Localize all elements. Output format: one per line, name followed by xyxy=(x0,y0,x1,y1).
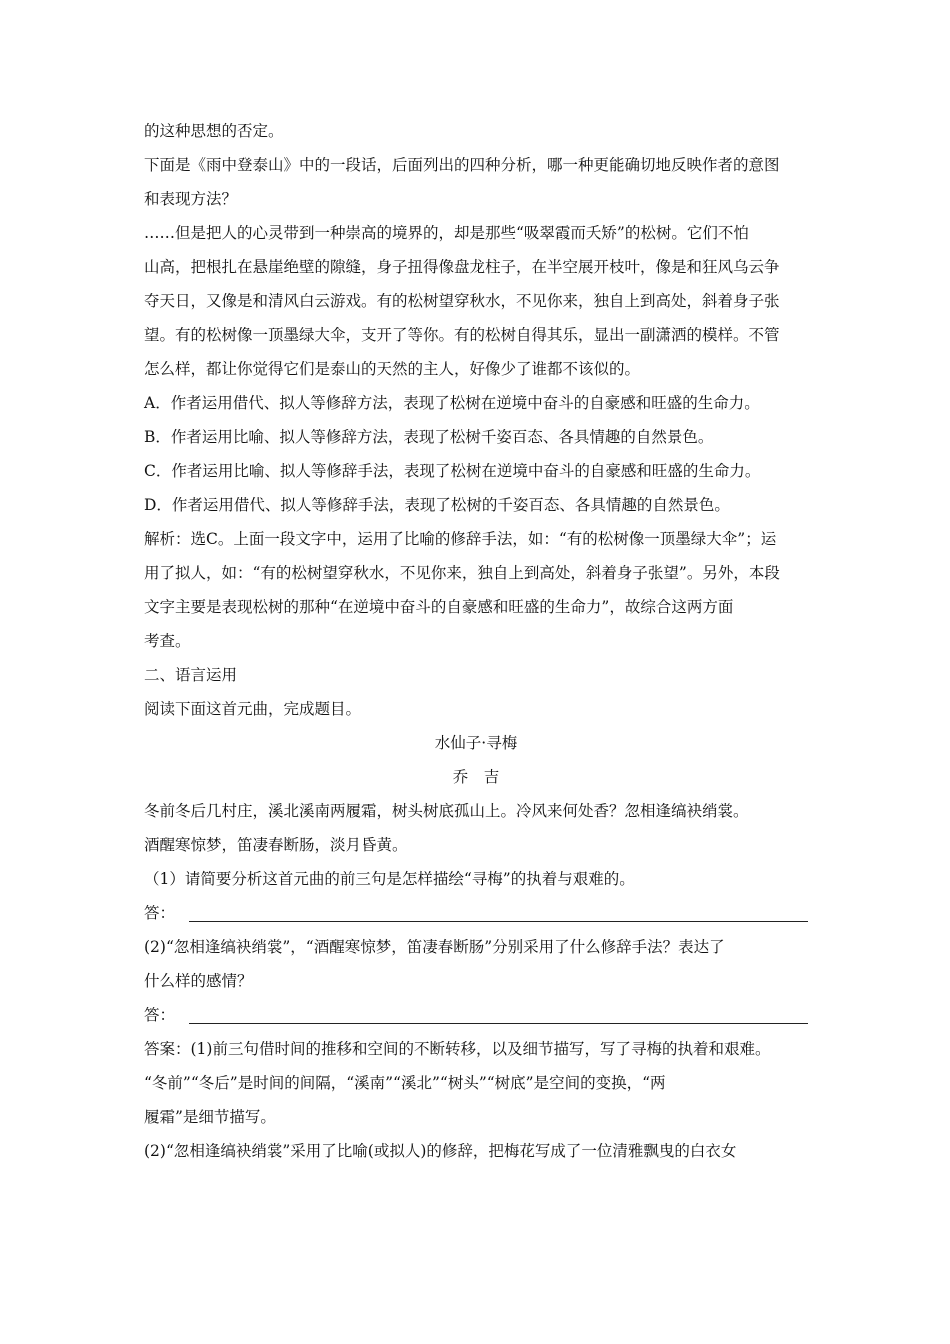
poem-title: 水仙子·寻梅 xyxy=(434,734,518,752)
question-2-cont: 什么样的感情？ xyxy=(144,972,253,990)
analysis-line: 考查。 xyxy=(144,632,191,650)
analysis-line: 用了拟人，如：“有的松树望穿秋水，不见你来，独自上到高处，斜着身子张望”。另外，本段 xyxy=(144,564,780,582)
option-a: A．作者运用借代、拟人等修辞方法，表现了松树在逆境中奋斗的自豪感和旺盛的生命力。 xyxy=(144,394,760,412)
poem-author: 乔 吉 xyxy=(452,768,500,786)
instruction: 阅读下面这首元曲，完成题目。 xyxy=(144,700,362,718)
question-1: （1）请简要分析这首元曲的前三句是怎样描绘“寻梅”的执着与艰难的。 xyxy=(144,870,635,888)
analysis-line: 解析：选C。上面一段文字中，运用了比喻的修辞手法，如：“有的松树像一顶墨绿大伞”；运 xyxy=(144,530,777,548)
passage-line: ……但是把人的心灵带到一种崇高的境界的，却是那些“吸翠霞而夭矫”的松树。它们不怕 xyxy=(144,224,749,242)
option-c: C．作者运用比喻、拟人等修辞手法，表现了松树在逆境中奋斗的自豪感和旺盛的生命力。 xyxy=(144,462,761,480)
passage-line: 山高，把根扎在悬崖绝壁的隙缝，身子扭得像盘龙柱子，在半空展开枝叶，像是和狂风乌云争 xyxy=(144,258,780,276)
answer-key-line: “冬前”“冬后”是时间的间隔，“溪南”“溪北”“树头”“树底”是空间的变换，“两 xyxy=(144,1074,666,1092)
analysis-line: 文字主要是表现松树的那种“在逆境中奋斗的自豪感和旺盛的生命力”，故综合这两方面 xyxy=(144,598,734,616)
answer-underline xyxy=(189,921,808,922)
answer-key-line: 履霜”是细节描写。 xyxy=(144,1108,276,1126)
passage-line: 怎么样，都让你觉得它们是泰山的天然的主人，好像少了谁都不该似的。 xyxy=(144,360,641,378)
option-d: D．作者运用借代、拟人等修辞手法，表现了松树的千姿百态、各具情趣的自然景色。 xyxy=(144,496,730,514)
option-b: B．作者运用比喻、拟人等修辞方法，表现了松树千姿百态、各具情趣的自然景色。 xyxy=(144,428,714,446)
passage-line: 望。有的松树像一顶墨绿大伞，支开了等你。有的松树自得其乐，显出一副潇洒的模样。不管 xyxy=(144,326,780,344)
poem-line: 冬前冬后几村庄，溪北溪南两履霜，树头树底孤山上。冷风来何处香？忽相逢缟袂绡裳。 xyxy=(144,802,749,820)
document-page xyxy=(144,114,808,1168)
question-intro: 下面是《雨中登泰山》中的一段话，后面列出的四种分析，哪一种更能确切地反映作者的意图 xyxy=(144,156,780,174)
question-2: (2)“忽相逢缟袂绡裳”，“酒醒寒惊梦，笛凄春断肠”分别采用了什么修辞手法？表达了 xyxy=(144,938,725,956)
answer-underline xyxy=(189,1023,808,1024)
section-heading: 二、语言运用 xyxy=(144,666,238,684)
answer-label: 答： xyxy=(144,1006,176,1024)
poem-line: 酒醒寒惊梦，笛凄春断肠，淡月昏黄。 xyxy=(144,836,408,854)
text-line: 的这种思想的否定。 xyxy=(144,122,284,140)
answer-blank-2 xyxy=(144,998,808,1032)
question-intro-cont: 和表现方法？ xyxy=(144,190,238,208)
answer-label: 答： xyxy=(144,904,176,922)
answer-blank-1 xyxy=(144,896,808,930)
passage-line: 夺天日，又像是和清风白云游戏。有的松树望穿秋水，不见你来，独自上到高处，斜着身子张 xyxy=(144,292,780,310)
answer-key-line: 答案：(1)前三句借时间的推移和空间的不断转移，以及细节描写，写了寻梅的执着和艰难。 xyxy=(144,1040,771,1058)
answer-key-line: (2)“忽相逢缟袂绡裳”采用了比喻(或拟人)的修辞，把梅花写成了一位清雅飘曳的白衣女 xyxy=(144,1142,737,1160)
